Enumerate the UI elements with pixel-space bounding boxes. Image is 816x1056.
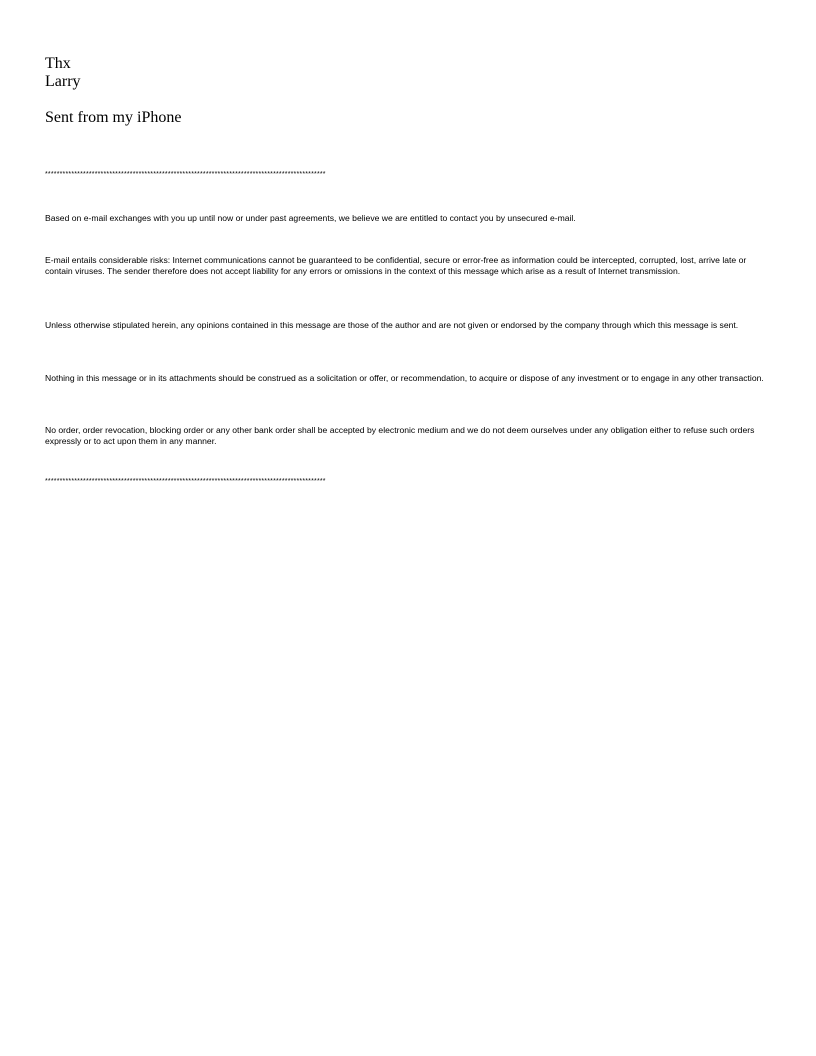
signature-name: Larry [45, 73, 81, 90]
disclaimer-paragraph: No order, order revocation, blocking order or any other bank order shall be accepted by electronic medium and we do not deem ourselves under any obligation either to refuse such orders expressly or to act upon them in any manner. [45, 425, 755, 446]
disclaimer-paragraph: Based on e-mail exchanges with you up until now or under past agreements, we believe we are entitled to contact you by unsecured e-mail. [45, 213, 576, 223]
disclaimer-paragraph: Unless otherwise stipulated herein, any opinions contained in this message are those of the author and are not given or endorsed by the company through which this message is sent. [45, 320, 739, 330]
separator-bottom: ************************************************************************************************ [45, 478, 326, 485]
sent-from-line: Sent from my iPhone [45, 109, 182, 126]
signature-closing: Thx [45, 55, 71, 72]
separator-top: ************************************************************************************************ [45, 171, 326, 178]
disclaimer-paragraph: Nothing in this message or in its attachments should be construed as a solicitation or offer, or recommendation, to acquire or dispose of any investment or to engage in any other transaction. [45, 373, 764, 383]
disclaimer-paragraph: E-mail entails considerable risks: Internet communications cannot be guaranteed to be confidential, secure or error-free as information could be intercepted, corrupted, lost, arrive late or contain viruses. The sender therefore does not accept liability for any errors or omissions in the context of this message which arise as a result of Internet transmission. [45, 255, 747, 276]
